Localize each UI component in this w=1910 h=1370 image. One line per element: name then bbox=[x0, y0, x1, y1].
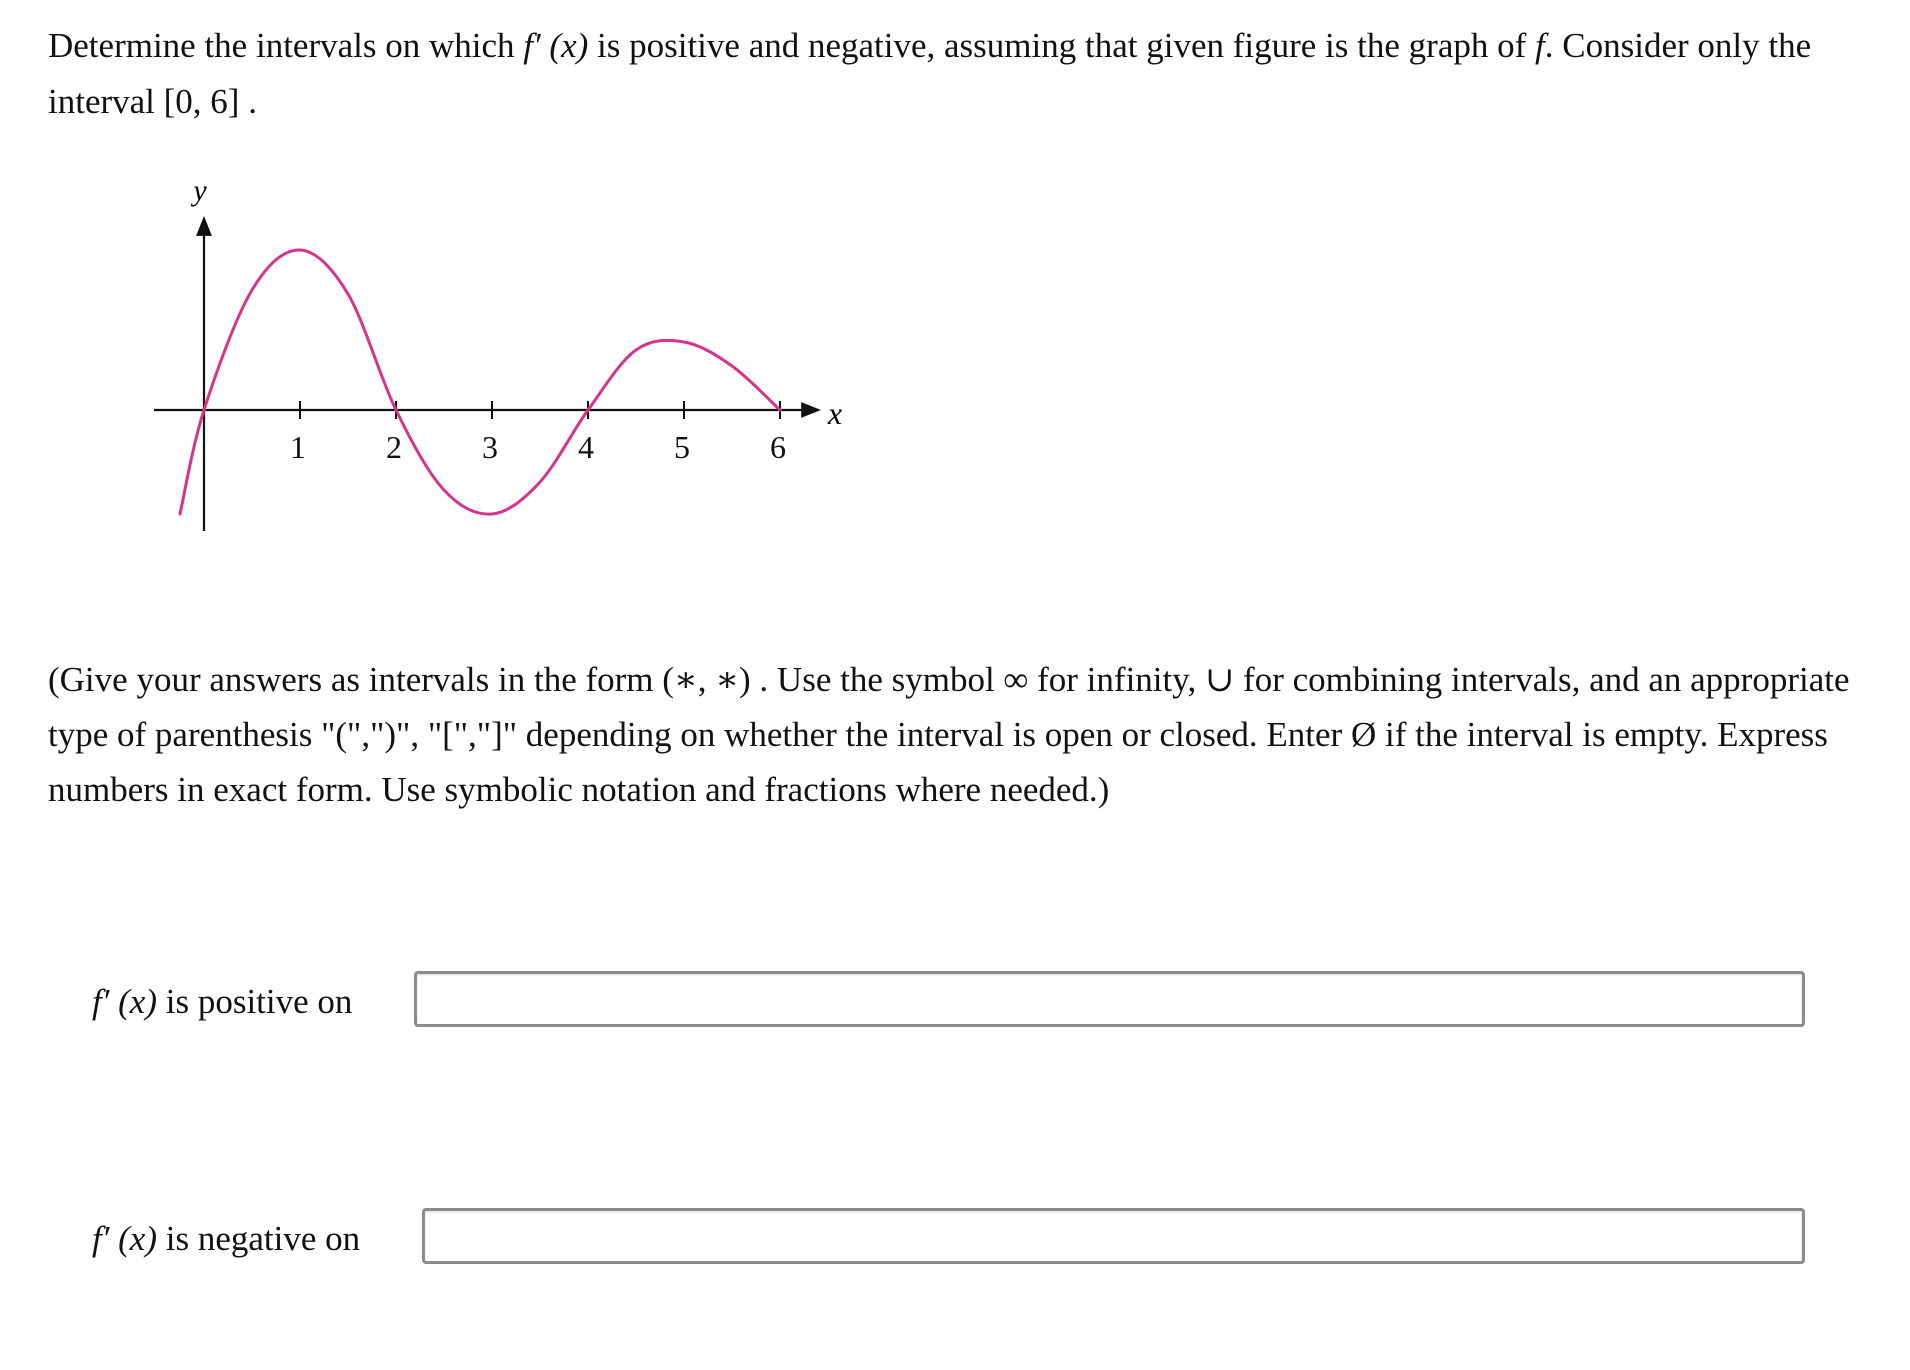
positive-label bbox=[92, 982, 352, 1022]
x-tick-label: 5 bbox=[674, 429, 690, 465]
positive-answer-row bbox=[92, 971, 352, 1033]
negative-label bbox=[92, 1219, 360, 1259]
x-tick-label: 6 bbox=[770, 429, 786, 465]
x-tick-label: 4 bbox=[578, 429, 594, 465]
question-fprime: f′ (x) bbox=[523, 26, 589, 65]
negative-label-text: is negative on bbox=[156, 1219, 361, 1258]
positive-fprime: f′ (x) bbox=[92, 982, 157, 1021]
function-graph bbox=[130, 170, 850, 550]
y-axis-label: y bbox=[193, 174, 207, 207]
question-part1: Determine the intervals on which bbox=[48, 26, 524, 65]
question-part2: is positive and negative, assuming that given figure is the graph of bbox=[588, 26, 1536, 65]
negative-interval-input[interactable] bbox=[422, 1208, 1805, 1264]
question-f: f bbox=[1535, 26, 1545, 65]
x-tick-label: 1 bbox=[290, 429, 306, 465]
question-part4: . bbox=[239, 82, 257, 121]
negative-fprime: f′ (x) bbox=[92, 1219, 157, 1258]
positive-label-text: is positive on bbox=[156, 982, 353, 1021]
positive-interval-input[interactable] bbox=[414, 971, 1805, 1027]
instructions: (Give your answers as intervals in the form (∗, ∗) . Use the symbol ∞ for infinity, ∪ for combining intervals, and an appropriate type of parenthesis "(",")", "[","]" depending on whether the interval is open or closed. Enter Ø if the interval is empty. Express numbers in exact form. Use symbolic notation and fractions where needed.) bbox=[48, 660, 1850, 809]
x-tick-label: 3 bbox=[482, 429, 498, 465]
question-interval: [0, 6] bbox=[163, 82, 240, 121]
x-axis-label: x bbox=[827, 395, 843, 431]
question-part3: . Consider only the interval bbox=[48, 26, 1812, 121]
question-text bbox=[48, 18, 1898, 130]
negative-answer-row bbox=[92, 1208, 360, 1270]
function-curve bbox=[180, 250, 780, 514]
x-tick-label: 2 bbox=[386, 429, 402, 465]
